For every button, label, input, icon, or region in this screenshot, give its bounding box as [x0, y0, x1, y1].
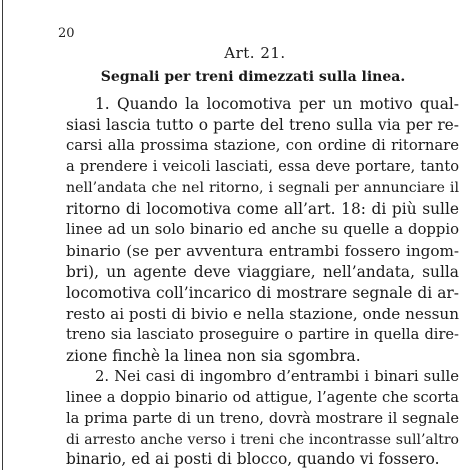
paragraph-1-line: ritorno di locomotiva come all’art. 18: di più sulle: [66, 200, 459, 218]
paragraph-1-line: linee ad un solo binario ed anche su quelle a doppio: [66, 221, 459, 238]
paragraph-2-line: linee a doppio binario od attigue, l’agente che scorta: [66, 389, 459, 406]
paragraph-1-line: zione finchè la linea non sia sgombra.: [66, 347, 361, 365]
paragraph-1-line: treno sia lasciato proseguire o partire in quella dire-: [66, 326, 459, 343]
paragraph-1-line: locomotiva coll’incarico di mostrare segnale di ar-: [66, 284, 459, 302]
paragraph-1-line: nell’andata che nel ritorno, i segnali per annunciare il: [66, 180, 459, 196]
paragraph-2-line: binario, ed ai posti di blocco, quando vi fossero.: [66, 450, 440, 468]
paragraph-2-line: 2. Nei casi di ingombro d’entrambi i binari sulle: [95, 368, 459, 385]
section-title: Segnali per treni dimezzati sulla linea.: [100, 69, 406, 85]
article-heading: Art. 21.: [224, 44, 286, 62]
paragraph-1-line: bri), un agente deve viaggiare, nell’andata, sulla: [66, 263, 459, 281]
paragraph-1-line: binario (se per avventura entrambi fossero ingom-: [66, 242, 459, 260]
paragraph-2-line: di arresto anche verso i treni che incontrasse sull’altro: [66, 432, 459, 448]
paragraph-1-line: siasi lascia tutto o parte del treno sulla via per re-: [66, 116, 459, 134]
page-number: 20: [58, 26, 75, 41]
paragraph-2-line: la prima parte di un treno, dovrà mostrare il segnale: [66, 410, 459, 427]
paragraph-1-line: 1. Quando la locomotiva per un motivo qual-: [95, 95, 459, 113]
paragraph-1-line: resto ai posti di bivio e nella stazione, onde nessun: [66, 305, 459, 323]
paragraph-1-line: a prendere i veicoli lasciati, essa deve portare, tanto: [66, 158, 459, 175]
paragraph-1-line: carsi alla prossima stazione, con ordine di ritornare: [66, 137, 459, 154]
